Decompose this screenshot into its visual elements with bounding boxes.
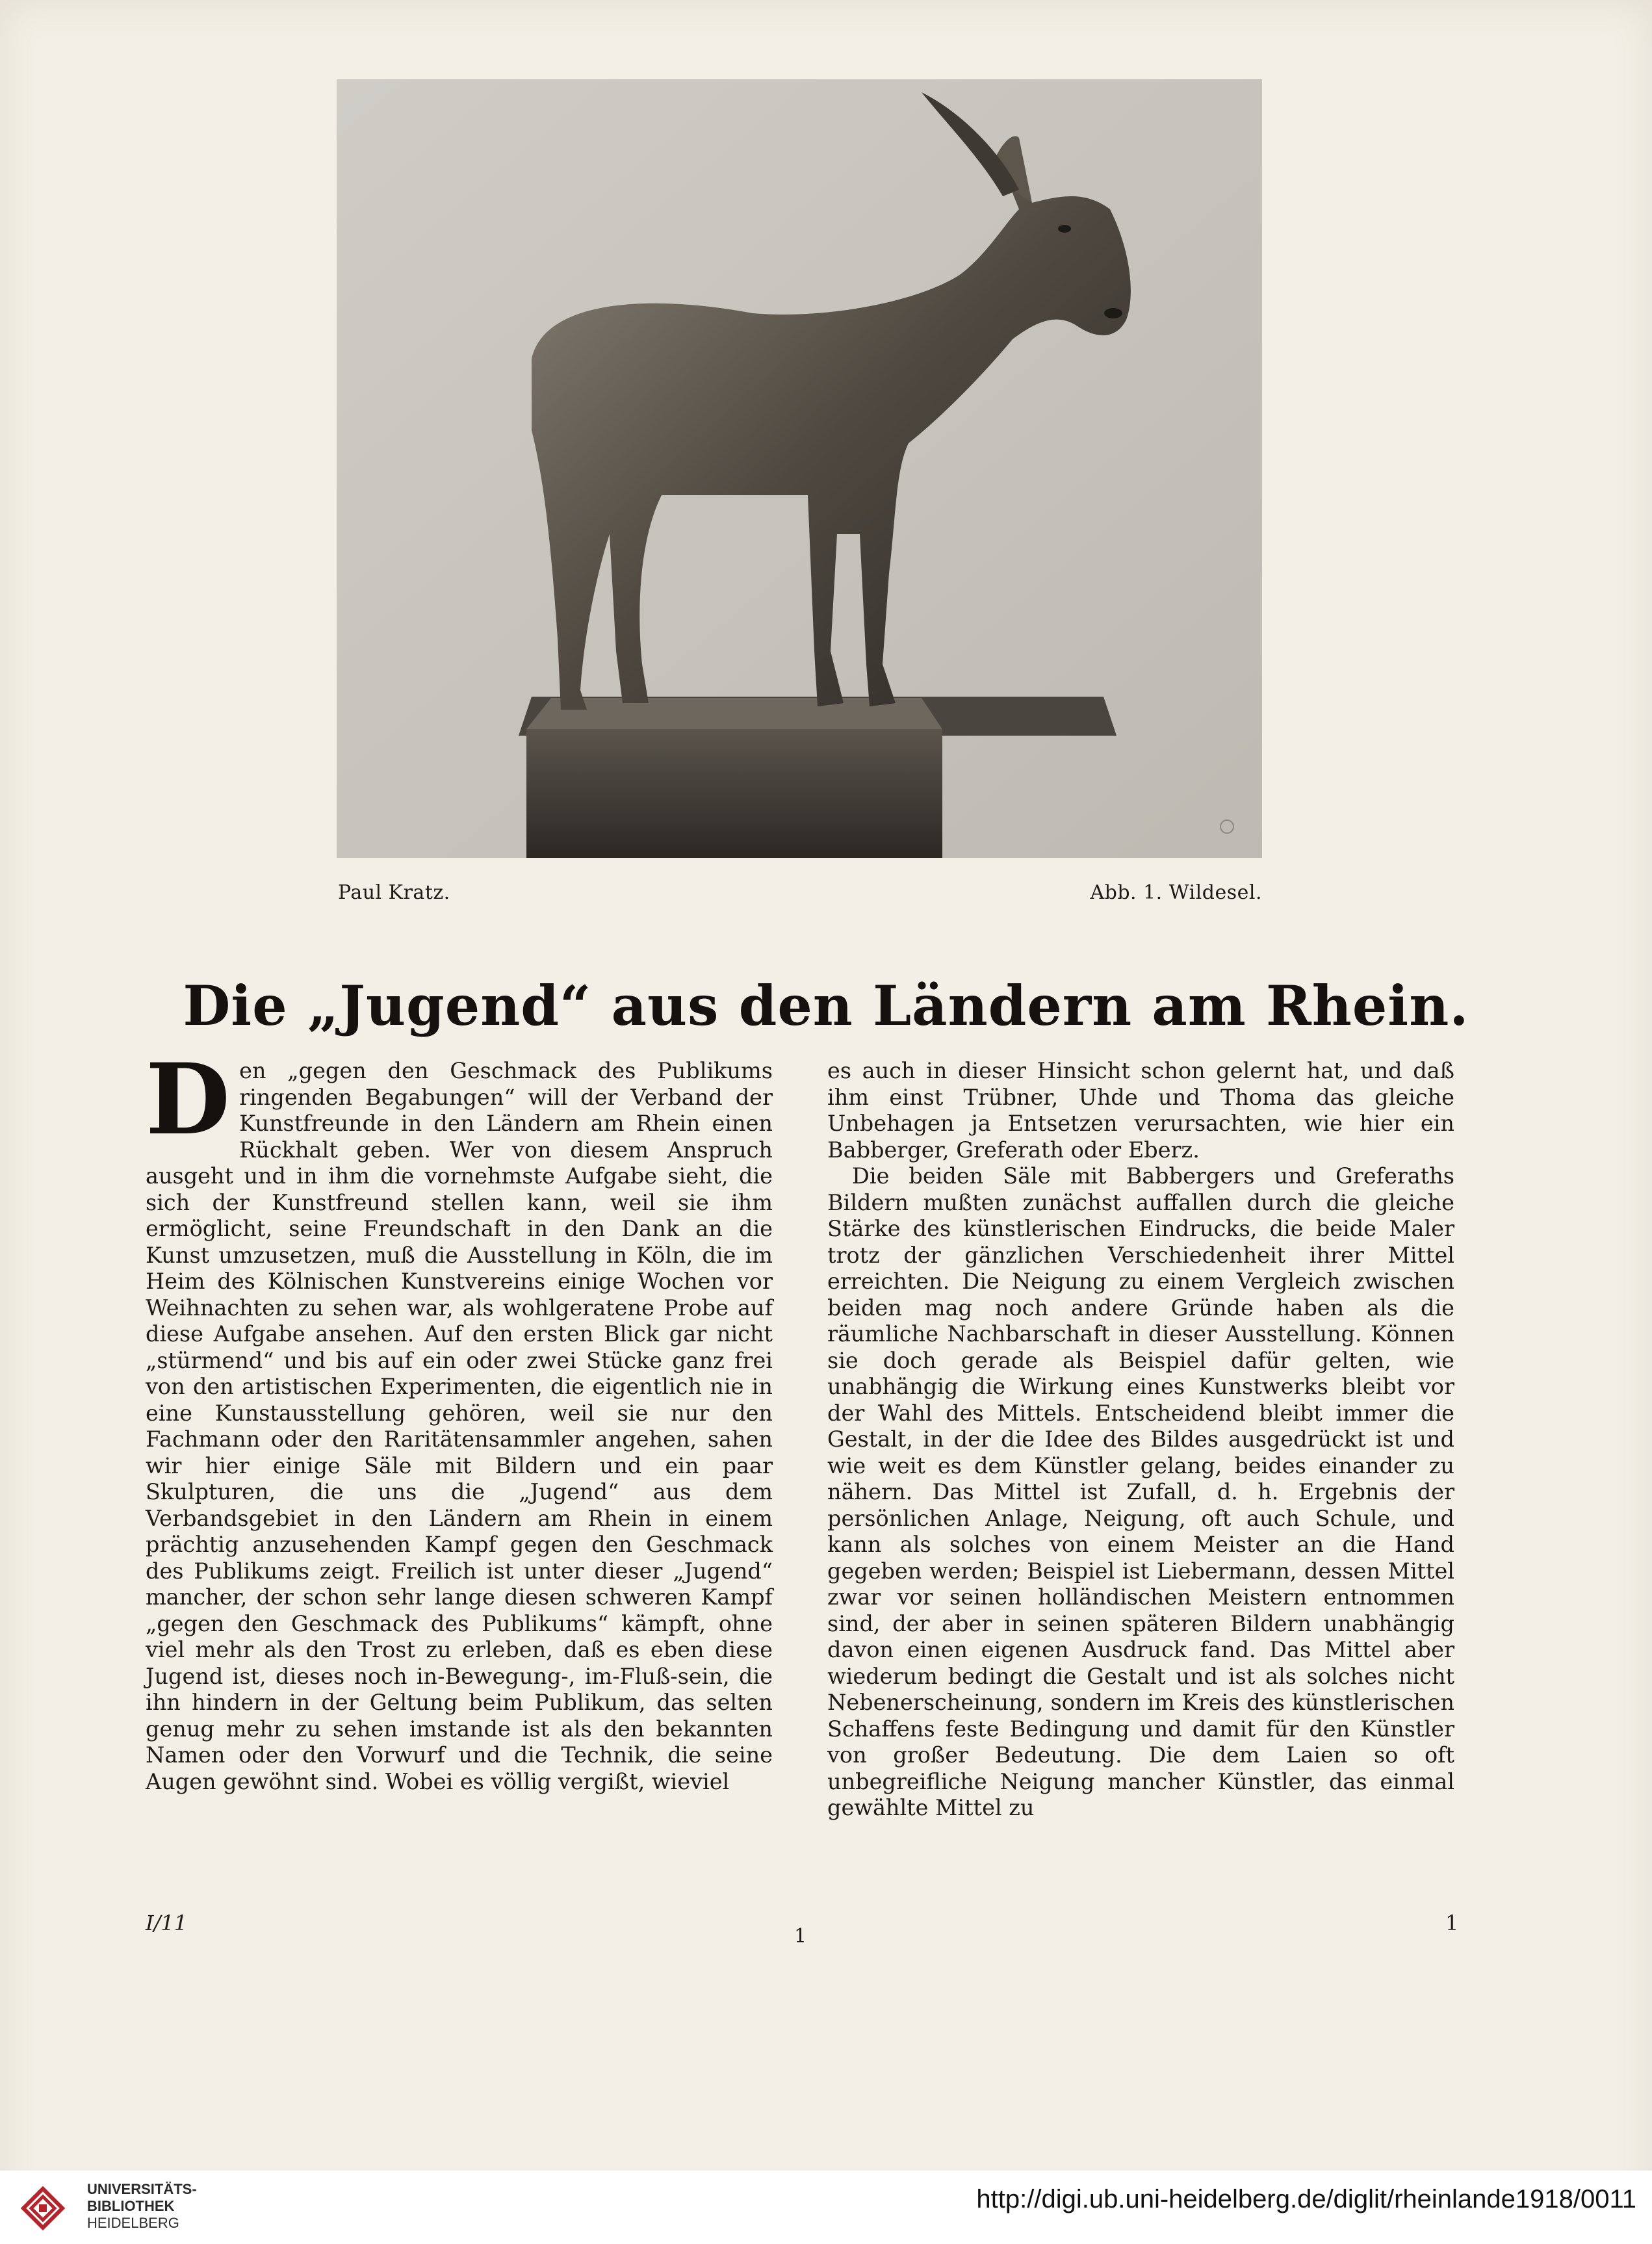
library-name-line: UNIVERSITÄTS- — [87, 2181, 197, 2197]
figure-caption-title: Abb. 1. Wildesel. — [1090, 881, 1262, 904]
article-title: Die „Jugend“ aus den Ländern am Rhein. — [183, 974, 1469, 1038]
paragraph: es auch in dieser Hinsicht schon gelernt hat, und daß ihm einst Trübner, Uhde und Thoma das gleiche Unbehagen ja Entsetzen verursachten, wie hier ein Babberger, Greferath oder Eberz. — [827, 1058, 1454, 1163]
source-url-link[interactable]: http://digi.ub.uni-heidelberg.de/diglit/rheinlande1918/0011 — [976, 2185, 1636, 2213]
page-number-center: 1 — [794, 1925, 807, 1948]
library-name-line: BIBLIOTHEK — [87, 2198, 175, 2214]
printer-signature: I/11 — [146, 1911, 188, 1935]
library-name[interactable] — [87, 2181, 197, 2232]
library-name-line: HEIDELBERG — [87, 2215, 179, 2231]
donkey-sculpture-image — [337, 79, 1262, 858]
left-text-column — [146, 1042, 773, 1795]
page-number: 1 — [1445, 1911, 1459, 1935]
figure-caption-artist: Paul Kratz. — [338, 881, 450, 904]
paragraph: Die beiden Säle mit Babbergers und Greferaths Bildern mußten zunächst auffallen durch die gleiche Stärke des künstlerischen Eindrucks, die beide Maler trotz der gänzlichen Verschiedenheit ihrer Mittel erreichten. Die Neigung zu einem Vergleich zwischen beiden mag noch andere Gründe haben als die räumliche Nachbarschaft in dieser Ausstellung. Können sie doch gerade als Beispiel dafür gelten, wie unabhängig die Wirkung eines Kunstwerks bleibt vor der Wahl des Mittels. Entscheidend bleibt immer die Gestalt, in der die Idee des Bildes ausgedrückt ist und wie weit es dem Künstler gelang, beides einander zu nähern. Das Mittel ist Zufall, d. h. Ergebnis der persönlichen Anlage, Neigung, oft auch Schule, und kann als solches von einem Meister an die Hand gegeben werden; Beispiel ist Liebermann, dessen Mittel zwar vor seinen holländischen Meistern entnommen sind, der aber in seinen späteren Bildern unabhängig davon einen eigenen Ausdruck fand. Das Mittel aber wiederum bedingt die Gestalt und ist als solches nicht Nebenerscheinung, sondern im Kreis des künstlerischen Schaffens feste Bedingung und damit für den Künstler von großer Bedeutung. Die dem Laien so oft unbegreifliche Neigung mancher Künstler, das einmal gewählte Mittel zu — [827, 1163, 1454, 1820]
library-logo-icon[interactable] — [17, 2182, 69, 2234]
drop-cap: D — [146, 1042, 231, 1157]
paragraph: en „gegen den Geschmack des Publikums ringenden Begabungen“ will der Verband der Kunstfreunde in den Ländern am Rhein einen Rückhalt geben. Wer von diesem Anspruch ausgeht und in ihm die vornehmste Aufgabe sieht, die sich der Kunstfreund stellen kann, weil sie ihm ermöglicht, seine Freundschaft in den Dank an die Kunst umzusetzen, muß die Ausstellung in Köln, die im Heim des Kölnischen Kunstvereins einige Wochen vor Weihnachten zu sehen war, als wohlgeratene Probe auf diese Aufgabe ansehen. Auf den ersten Blick gar nicht „stürmend“ und bis auf ein oder zwei Stücke ganz frei von den artistischen Experimenten, die eigentlich nie in eine Kunstausstellung gehören, weil sie nur den Fachmann oder den Raritätensammler angehen, sahen wir hier einige Säle mit Bildern und ein paar Skulpturen, die uns die „Jugend“ aus dem Verbandsgebiet in den Ländern am Rhein in einem prächtig anzusehenden Kampf gegen den Geschmack des Publikums zeigt. Freilich ist unter dieser „Jugend“ mancher, der schon sehr lange diesen schweren Kampf „gegen den Geschmack des Publikums“ kämpft, ohne viel mehr als den Trost zu erleben, daß es eben diese Jugend ist, dieses noch in-Bewegung-, im-Fluß-sein, die ihn hindern in der Geltung beim Publikum, das selten genug mehr zu sehen imstande ist als den bekannten Namen oder den Vorwurf und die Technik, die seine Augen gewöhnt sind. Wobei es völlig vergißt, wieviel — [146, 1058, 773, 1794]
sculpture-photo — [337, 79, 1262, 858]
right-text-column — [827, 1058, 1454, 1822]
